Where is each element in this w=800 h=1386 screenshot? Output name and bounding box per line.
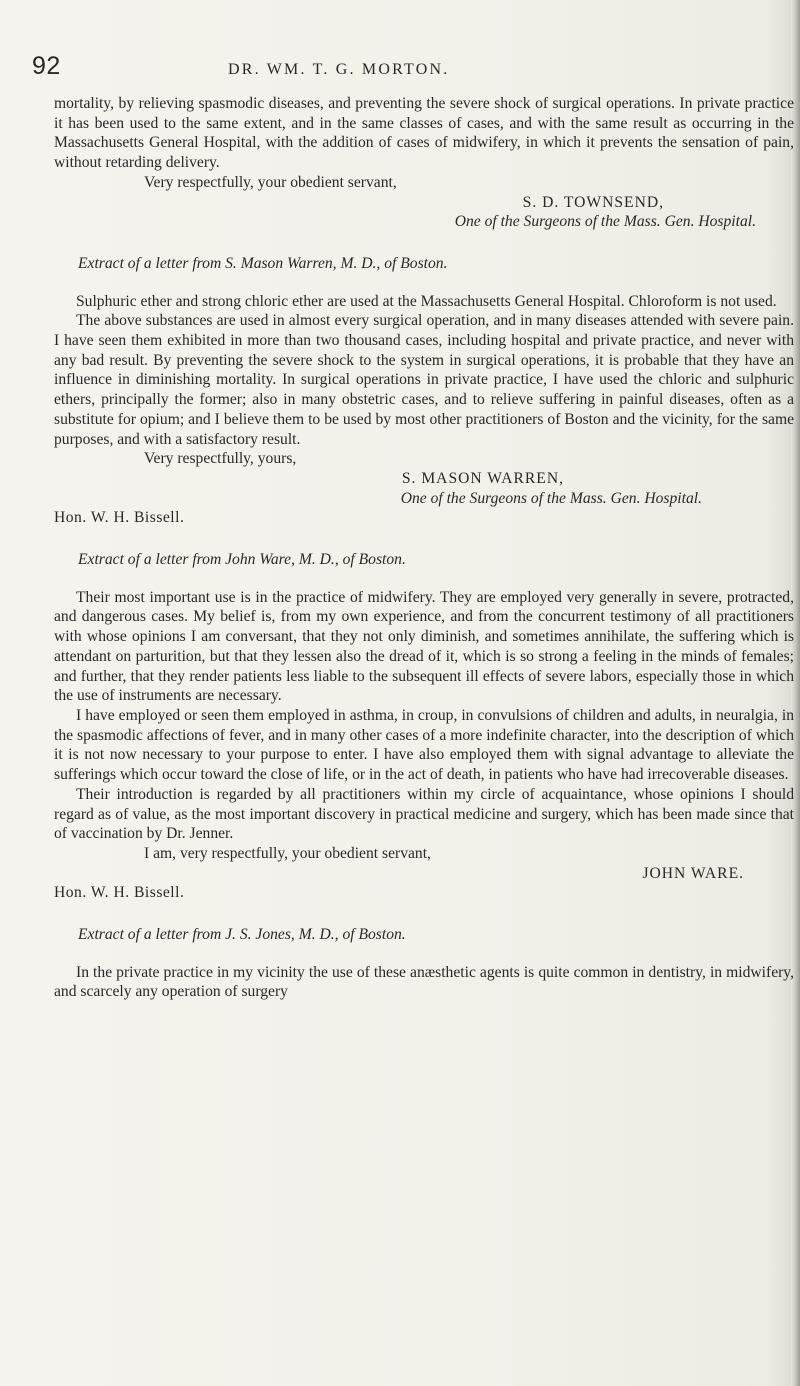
running-head: DR. WM. T. G. MORTON.	[228, 61, 450, 78]
ware-paragraph-2: I have employed or seen them employed in asthma, in croup, in convulsions of children and adults, in neuralgia, in the spasmodic affections of fever, and in many other cases of a more indefinite character, into the description of which it is not now necessary to your purpose to enter. I have also employed them with signal advantage to alleviate the sufferings which occur toward the close of life, or in the act of death, in patients who have had irrecoverable diseases.	[54, 706, 794, 784]
townsend-paragraph: mortality, by relieving spasmodic diseases, and preventing the severe shock of surgical operations. In private practice it has been used to the same extent, and in the same classes of cases, and with the same result as occurring in the Massachusetts General Hospital, with the addition of cases of midwifery, in which it prevents the sensation of pain, without retarding delivery.	[54, 95, 794, 172]
page-number: 92	[32, 52, 61, 80]
ware-closing: I am, very respectfully, your obedient servant,	[144, 844, 431, 862]
warren-title: One of the Surgeons of the Mass. Gen. Hospital.	[400, 489, 702, 507]
warren-closing: Very respectfully, yours,	[144, 450, 297, 468]
page-header	[32, 52, 782, 82]
ware-signature: JOHN WARE.	[642, 864, 744, 882]
townsend-closing: Very respectfully, your obedient servant,	[144, 173, 397, 191]
warren-paragraph-2: The above substances are used in almost every surgical operation, and in many diseases attended with severe pain. I have seen them exhibited in more than two thousand cases, including hospital and private practice, and never with any bad result. By preventing the severe shock to the system in surgical operations, it is probable that they have an influence in diminishing mortality. In surgical operations in private practice, I have used the chloric and sulphuric ethers, principally the former; also in many obstetric cases, and to relieve suffering in painful diseases, often as a substitute for opium; and I believe them to be used by most other practitioners of Boston and the vicinity, for the same purposes, and with a satisfactory result.	[54, 312, 794, 448]
ware-paragraph-1: Their most important use is in the practice of midwifery. They are employed very generally in severe, protracted, and dangerous cases. My belief is, from my own experience, and from the concurrent testimony of all practitioners with whose opinions I am conversant, that they not only diminish, and sometimes annihilate, the suffering which is attendant on parturition, but that they lessen also the dread of it, which is so strong a feeling in the minds of females; and further, that they render patients less liable to the subsequent ill effects of severe labors, especially those in which the use of instruments are necessary.	[54, 588, 794, 705]
ware-heading: Extract of a letter from John Ware, M. D., of Boston.	[78, 551, 406, 569]
ware-paragraph-3: Their introduction is regarded by all practitioners within my circle of acquaintance, whose opinions I should regard as of value, as the most important discovery in practical medicine and surgery, which has been made since that of vaccination by Dr. Jenner.	[54, 785, 794, 843]
ware-addressee: Hon. W. H. Bissell.	[54, 884, 185, 902]
townsend-title: One of the Surgeons of the Mass. Gen. Hospital.	[454, 213, 756, 231]
jones-paragraph-1: In the private practice in my vicinity the use of these anæsthetic agents is quite common in dentistry, in midwifery, and scarcely any operation of surgery	[54, 963, 794, 1001]
warren-signature: S. MASON WARREN,	[401, 469, 564, 487]
page-body	[54, 94, 794, 1002]
warren-heading: Extract of a letter from S. Mason Warren, M. D., of Boston.	[78, 254, 448, 272]
warren-addressee: Hon. W. H. Bissell.	[54, 509, 185, 527]
warren-paragraph-1: Sulphuric ether and strong chloric ether are used at the Massachusetts General Hospital. Chloroform is not used.	[76, 292, 777, 310]
jones-heading: Extract of a letter from J. S. Jones, M. D., of Boston.	[78, 926, 406, 944]
townsend-signature: S. D. TOWNSEND,	[522, 193, 664, 211]
